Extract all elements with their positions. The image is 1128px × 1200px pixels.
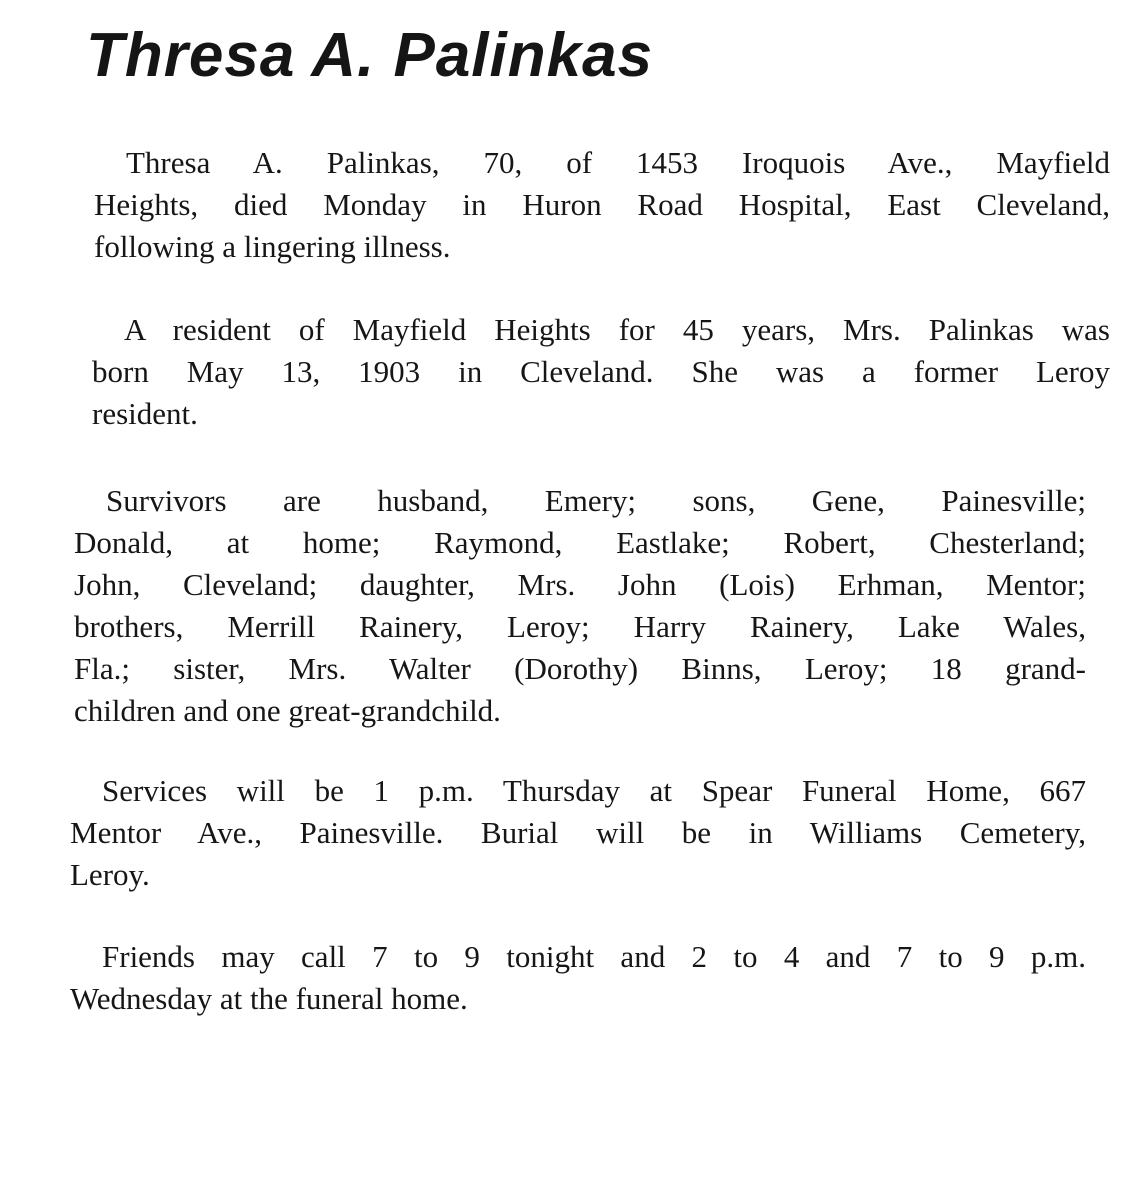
- text-line: resident.: [92, 396, 198, 431]
- text-line: Friends may call 7 to 9 tonight and 2 to 4 and 7 to 9 p.m.: [102, 939, 1086, 974]
- text-line: John, Cleveland; daughter, Mrs. John (Lois) Erhman, Mentor;: [74, 567, 1086, 602]
- text-line: Fla.; sister, Mrs. Walter (Dorothy) Binns, Leroy; 18 grand-: [74, 651, 1086, 686]
- paragraph-visitation: [70, 936, 1086, 1020]
- text-line: A resident of Mayfield Heights for 45 years, Mrs. Palinkas was: [124, 312, 1110, 347]
- text-line: children and one great-grandchild.: [74, 693, 501, 728]
- text-line: brothers, Merrill Rainery, Leroy; Harry Rainery, Lake Wales,: [74, 609, 1086, 644]
- text-line: Thresa A. Palinkas, 70, of 1453 Iroquois Ave., Mayfield: [126, 145, 1110, 180]
- paragraph-death-notice: [94, 142, 1110, 268]
- text-line: Survivors are husband, Emery; sons, Gene, Painesville;: [106, 483, 1086, 518]
- text-line: Wednesday at the funeral home.: [70, 981, 468, 1016]
- text-line: born May 13, 1903 in Cleveland. She was a former Leroy: [92, 354, 1110, 389]
- paragraph-services: [70, 770, 1086, 896]
- paragraph-survivors: [74, 480, 1086, 732]
- text-line: Heights, died Monday in Huron Road Hospital, East Cleveland,: [94, 187, 1110, 222]
- text-line: following a lingering illness.: [94, 229, 451, 264]
- obituary-headline: Thresa A. Palinkas: [86, 21, 654, 90]
- text-line: Leroy.: [70, 857, 150, 892]
- text-line: Mentor Ave., Painesville. Burial will be in Williams Cemetery,: [70, 815, 1086, 850]
- text-line: Donald, at home; Raymond, Eastlake; Robert, Chesterland;: [74, 525, 1086, 560]
- paragraph-biography: [92, 309, 1110, 435]
- text-line: Services will be 1 p.m. Thursday at Spear Funeral Home, 667: [102, 773, 1086, 808]
